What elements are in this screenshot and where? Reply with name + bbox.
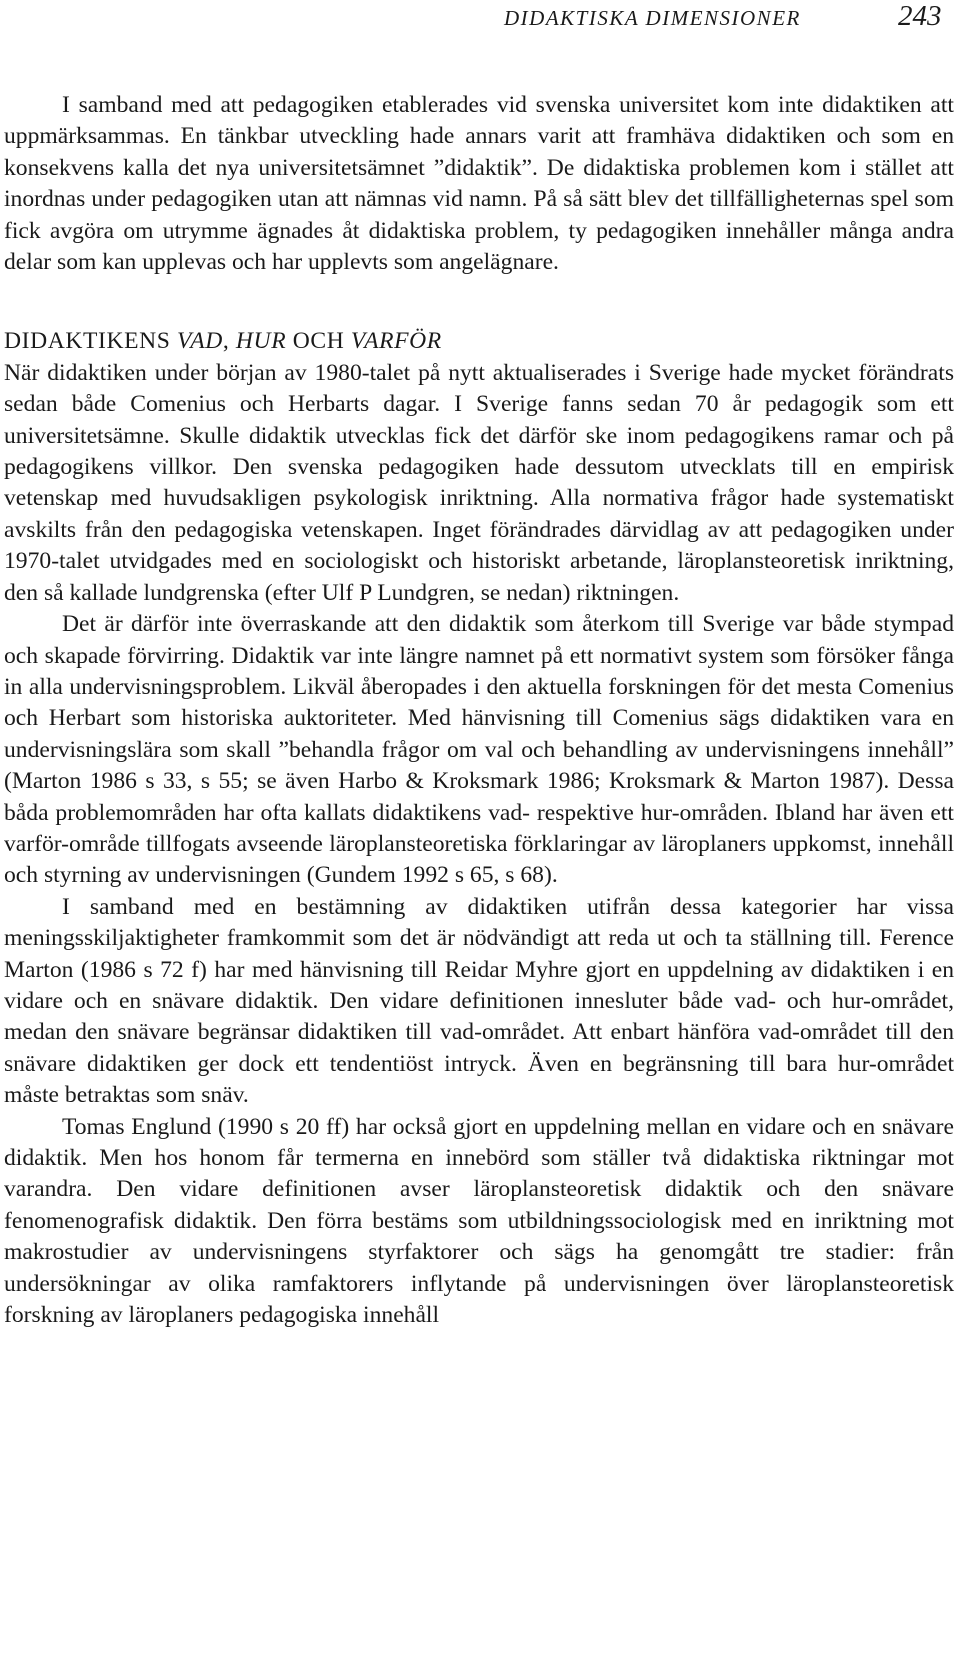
body-text [4,90,954,1331]
heading-prefix: DIDAKTIKENS [4,328,177,355]
section-paragraph-1: När didaktiken under början av 1980-talet på nytt aktualiserades i Sverige hade mycket förändrats sedan både Comenius och Herbarts dagar. I Sverige fanns sedan 70 år pedagogik som ett universitetsämne. Skulle didaktik utvecklas fick det därför ske inom pedagogikens ramar och på pedagogikens villkor. Den svenska pedagogiken hade dessutom utvecklats till en empirisk vetenskap med huvudsakligen psykologisk inriktning. Alla normativa frågor hade systematiskt avskilts från den pedagogiska vetenskapen. Inget förändrades därvidlag av att pedagogiken under 1970-talet utvidgades med en sociologiskt och historiskt arbetande, läroplansteoretisk inriktning, den så kallade lundgrenska (efter Ulf P Lundgren, se nedan) riktningen. [4,359,954,606]
page-number: 243 [898,0,942,32]
heading-and: OCH [286,328,351,355]
section-paragraph-2: Det är därför inte överraskande att den didaktik som återkom till Sverige var både stympad och skapade förvirring. Didaktik var inte längre namnet på ett normativt system som försöker fånga in alla undervisningsproblem. Likväl åberopades i den aktuella forskningen för det mesta Comenius och Herbart som historiska auktoriteter. Med hänvisning till Comenius sägs didaktiken vara en undervisningslära som skall ”behandla frågor om val och behandling av undervisningens innehåll” (Marton 1986 s 33, s 55; se även Harbo & Kroksmark 1986; Kroksmark & Marton 1987). Dessa båda problemområden har ofta kallats didaktikens vad- respektive hur-områden. Ibland har även ett varför-område tillfogats avseende läroplansteoretiska förklaringar av läroplaners uppkomst, innehåll och styrning av undervisningen (Gundem 1992 s 65, s 68). [4,611,954,889]
heading-separator: , [222,328,236,355]
intro-paragraph: I samband med att pedagogiken etablerades vid svenska universitet kom inte didaktiken att uppmärksammas. En tänkbar utveckling hade annars varit att framhäva didaktiken och som en konsekvens kalla det nya universitetsämnet ”didaktik”. De didaktiska problemen kom i stället att inordnas under pedagogiken utan att nämnas vid namn. På så sätt blev det tillfälligheternas spel som fick avgöra om utrymme ägnades åt didaktiska problem, ty pedagogiken innehåller många andra delar som kan upplevas och har upplevts som angelägnare. [4,92,954,276]
section-paragraph-4: Tomas Englund (1990 s 20 ff) har också gjort en uppdelning mellan en vidare och en snävare didaktik. Men hos honom får termerna en innebörd som ställer två didaktiska riktningar mot varandra. Den vidare definitionen avser läroplansteoretisk didaktik och den snävare fenomenografisk didaktik. Den förra bestäms som utbildningssociologisk med en inriktning mot makrostudier av undervisningens styrfaktorer och sägs ha genomgått tre stadier: från undersökningar av olika ramfaktorers inflytande på undervisningen över läroplansteoretisk forskning av läroplaners pedagogiska innehåll [4,1113,954,1329]
running-header [0,0,960,40]
section-paragraph-3: I samband med en bestämning av didaktiken utifrån dessa kategorier har vissa meningsskiljaktigheter framkommit som det är nödvändigt att reda ut och ta ställning till. Ference Marton (1986 s 72 f) har med hänvisning till Reidar Myhre gjort en uppdelning av didaktiken i en vidare och en snävare didaktik. Den vidare definitionen innesluter både vad- och hur-området, medan den snävare begränsar didaktiken till vad-området. Att enbart hänföra vad-området till den snävare didaktiken ger dock ett tendentiöst intryck. Även en begränsning till bara hur-området måste betraktas som snäv. [4,893,954,1109]
section-heading [4,326,954,357]
running-title: DIDAKTISKA DIMENSIONER [504,6,801,30]
heading-why: VARFÖR [350,328,442,355]
heading-how: HUR [235,328,287,355]
heading-what: VAD [177,328,223,355]
